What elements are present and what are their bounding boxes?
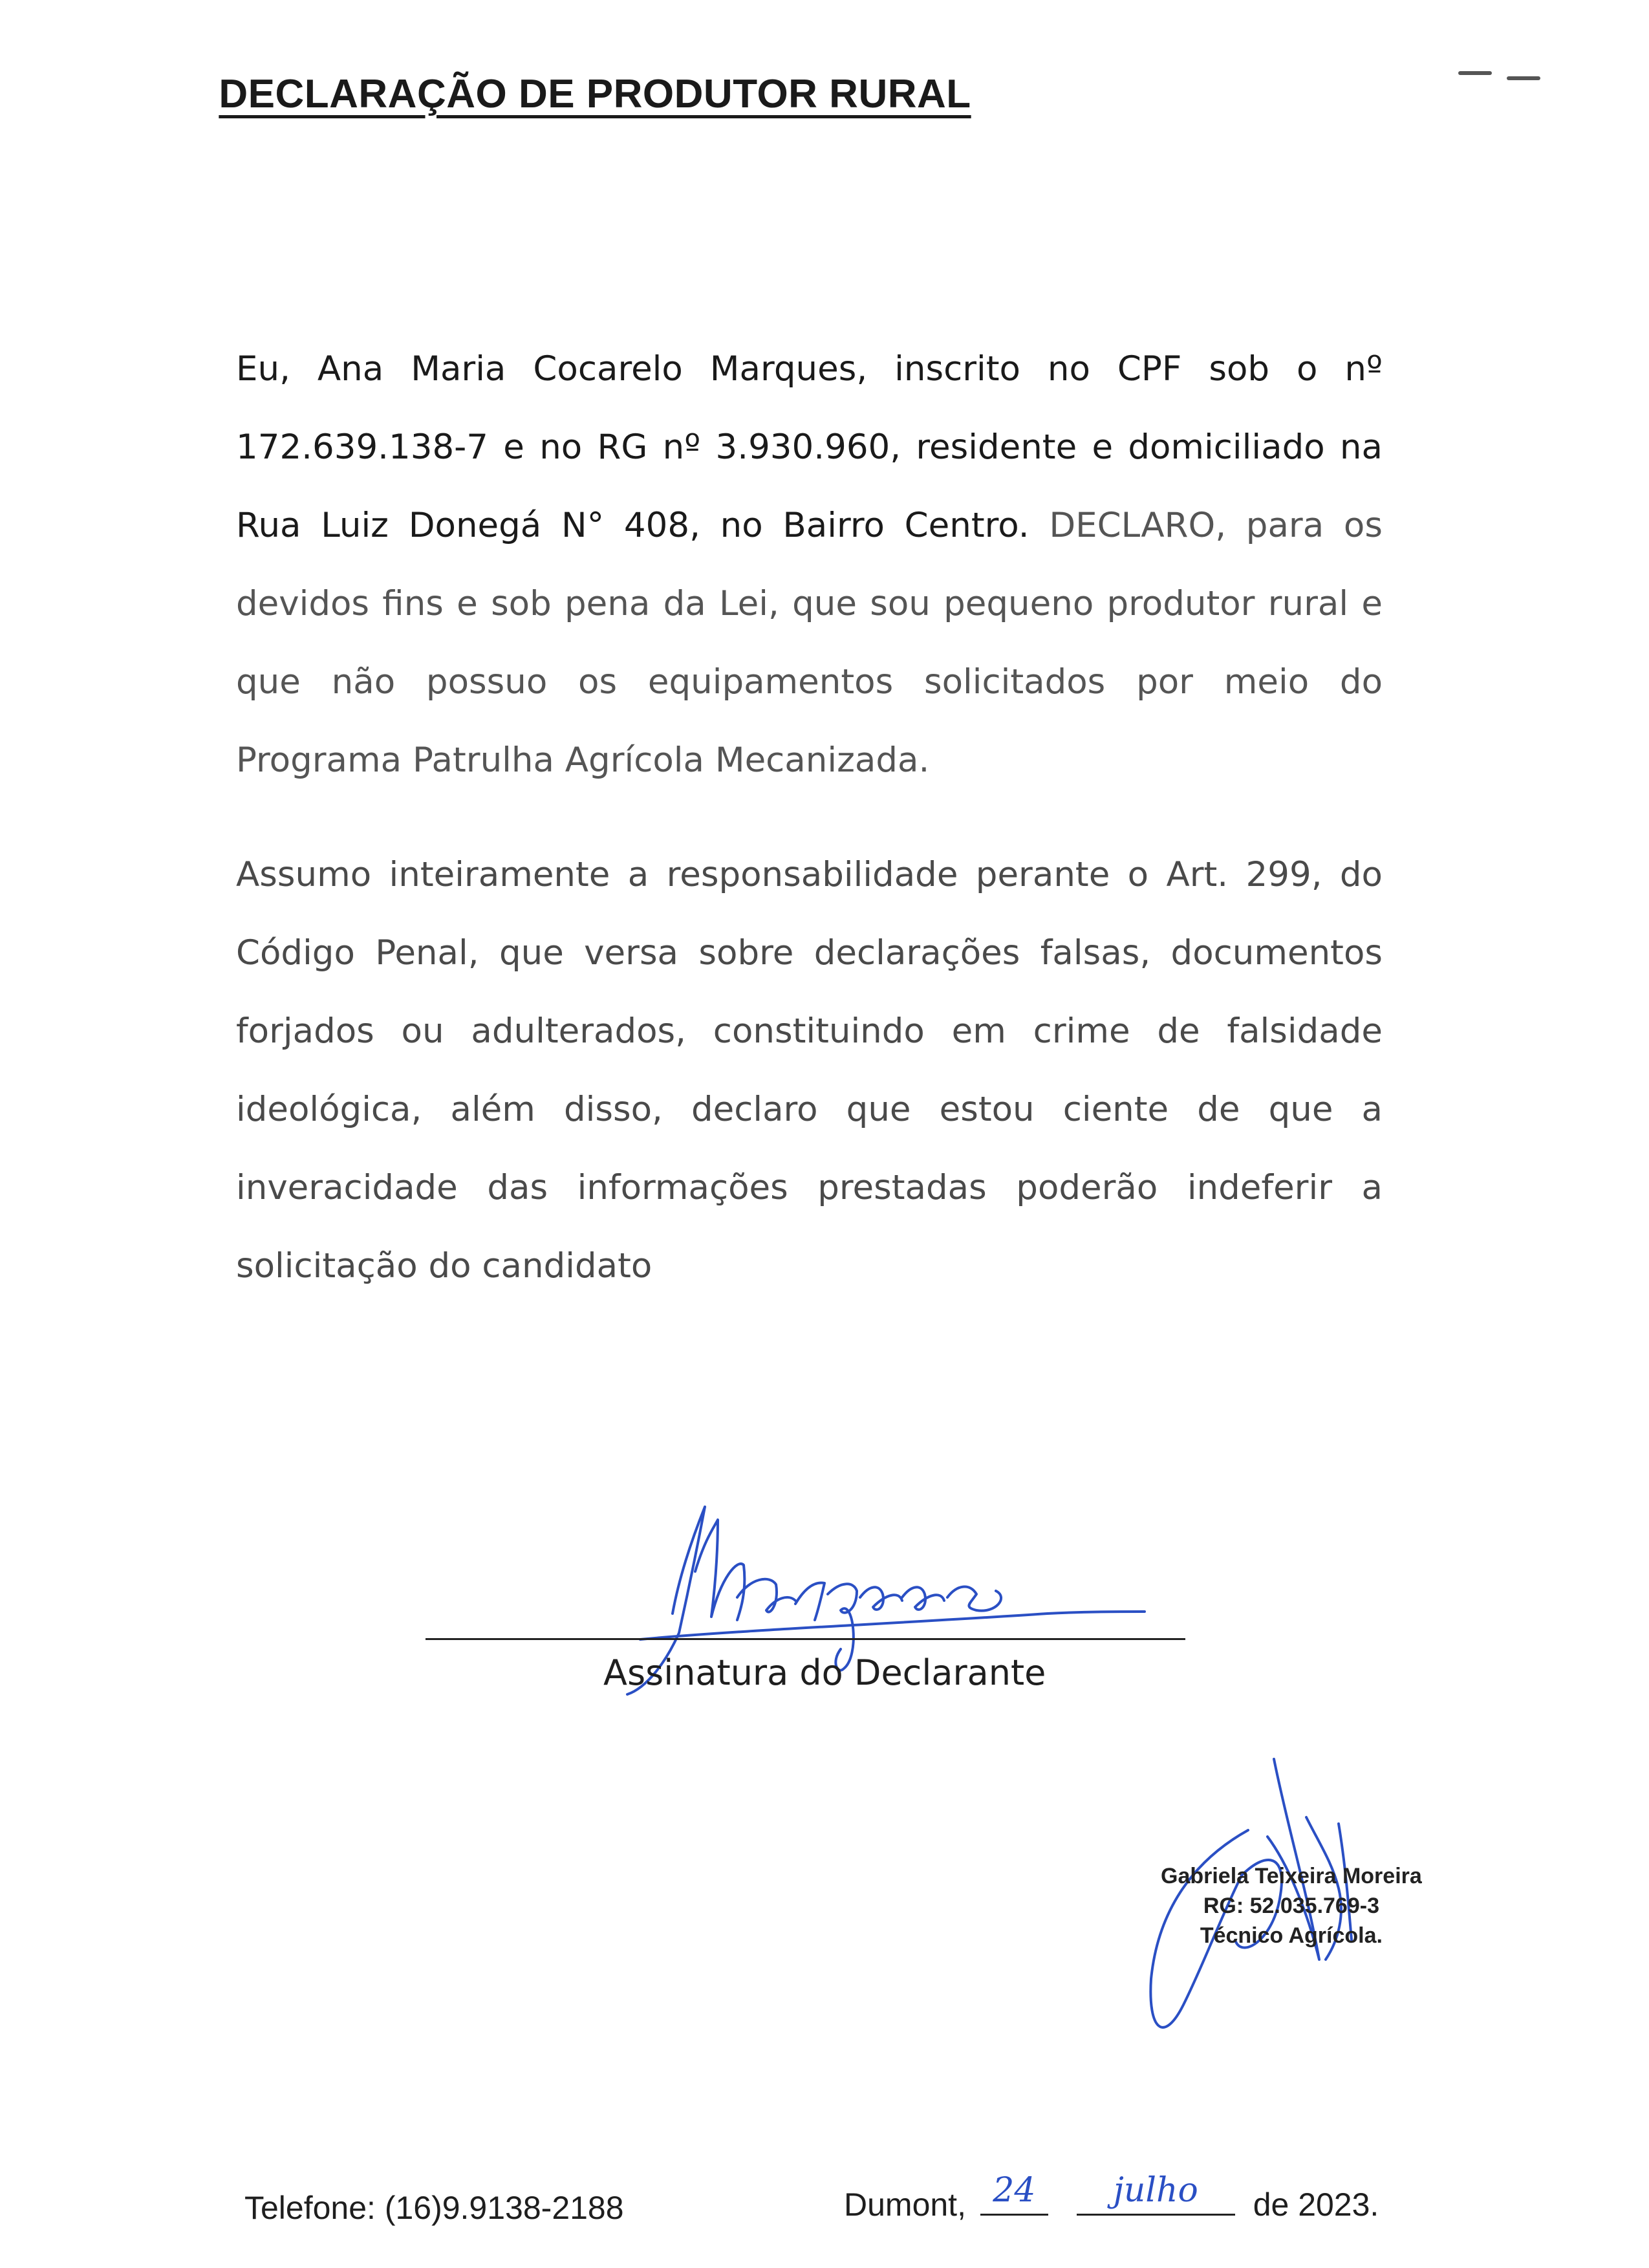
document-title xyxy=(0,71,1190,117)
technician-name: Gabriela Teixeira Moreira xyxy=(1161,1864,1422,1888)
city-name: Dumont, xyxy=(844,2187,966,2223)
year-text: de 2023. xyxy=(1253,2187,1379,2223)
signature-line xyxy=(426,1638,1185,1640)
technician-rg: RG: 52.035.769-3 xyxy=(1203,1894,1379,1918)
technician-stamp xyxy=(1161,1861,1422,1950)
month-field xyxy=(1077,2171,1235,2216)
scan-mark xyxy=(1507,76,1540,80)
day-field xyxy=(980,2171,1048,2216)
document-title-text: DECLARAÇÃO DE PRODUTOR RURAL xyxy=(219,72,971,116)
month-handwritten: julho xyxy=(1113,2171,1198,2210)
phone-number: Telefone: (16)9.9138-2188 xyxy=(244,2190,624,2226)
declarant-identification-text: Eu, Ana Maria Cocarelo Marques, inscrito no CPF sob o nº 172.639.138-7 e no RG nº 3.930.960, residente e domiciliado na Rua Luiz Donegá N° 408, no Bairro Centro. xyxy=(236,349,1383,545)
day-handwritten: 24 xyxy=(993,2171,1036,2210)
scan-mark xyxy=(1458,71,1492,75)
declaration-paragraph-1 xyxy=(236,330,1383,799)
place-and-date xyxy=(844,2171,1379,2223)
technician-role: Técnico Agrícola. xyxy=(1200,1923,1383,1948)
responsibility-paragraph: Assumo inteiramente a responsabilidade perante o Art. 299, do Código Penal, que versa sobre declarações falsas, documentos forjados ou adulterados, constituindo em crime de falsidade ideológica, além disso, declaro que estou ciente de que a inveracidade das informações prestadas poderão indeferir a solicitação do candidato xyxy=(236,855,1383,1286)
signature-label: Assinatura do Declarante xyxy=(603,1652,1046,1693)
declaration-statement-text: DECLARO, para os devidos fins e sob pena da Lei, que sou pequeno produtor rural e que não possuo os equipamentos solicitados por meio do Programa Patrulha Agrícola Mecanizada. xyxy=(236,506,1383,780)
